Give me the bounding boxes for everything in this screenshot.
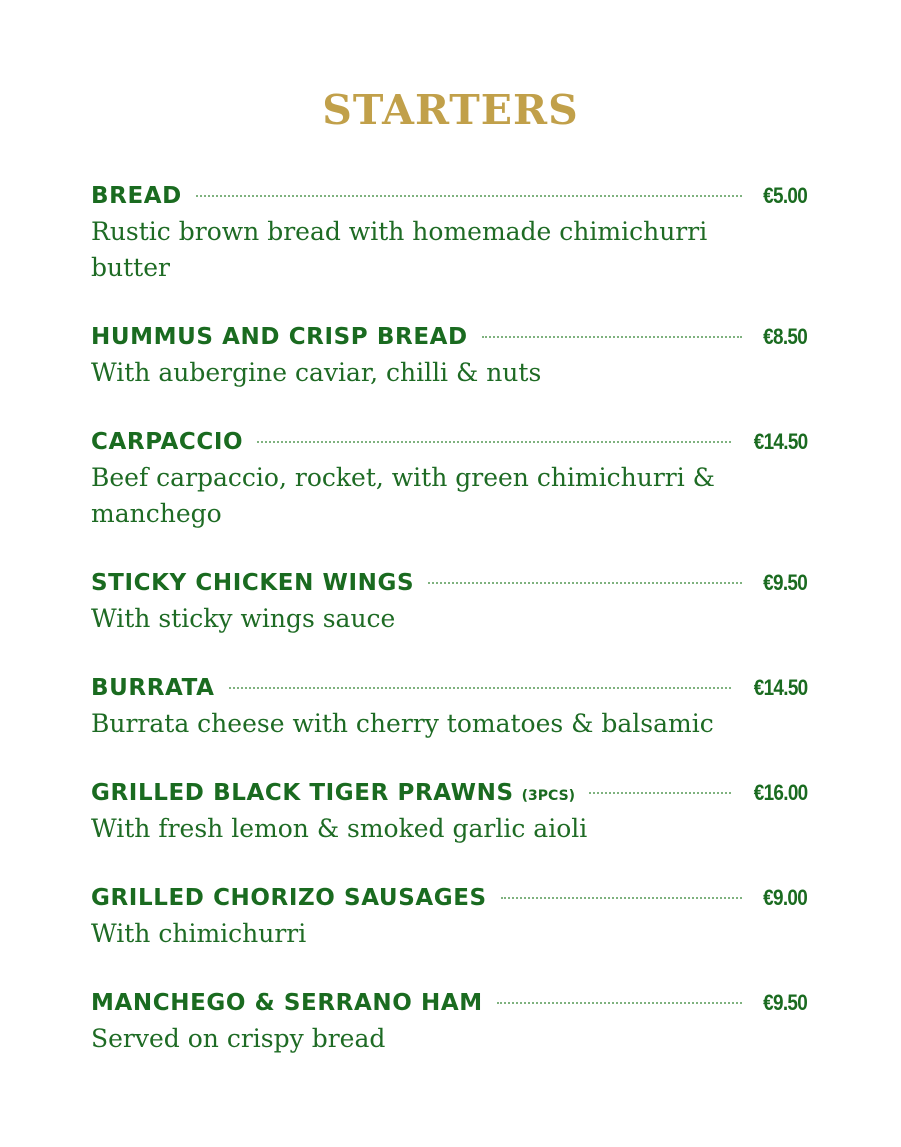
item-header bbox=[91, 319, 807, 355]
item-header bbox=[91, 178, 807, 214]
item-price: €8.50 bbox=[763, 324, 807, 349]
menu-item-chorizo bbox=[91, 880, 807, 952]
item-description: Beef carpaccio, rocket, with green chimichurri & manchego bbox=[91, 463, 715, 528]
menu-item-bread bbox=[91, 178, 807, 286]
page-title: STARTERS bbox=[322, 86, 579, 134]
item-description: With aubergine caviar, chilli & nuts bbox=[91, 358, 542, 387]
item-name: GRILLED CHORIZO SAUSAGES bbox=[91, 885, 487, 911]
menu-item-prawns bbox=[91, 775, 807, 847]
dotted-leader bbox=[196, 195, 742, 197]
item-name: GRILLED BLACK TIGER PRAWNS bbox=[91, 780, 514, 806]
item-header bbox=[91, 424, 807, 460]
item-price: €14.50 bbox=[753, 675, 807, 700]
item-price: €9.50 bbox=[763, 990, 807, 1015]
item-name: STICKY CHICKEN WINGS bbox=[91, 570, 415, 596]
dotted-leader bbox=[428, 582, 742, 584]
dotted-leader bbox=[497, 1002, 742, 1004]
dotted-leader bbox=[589, 792, 730, 794]
item-description: Rustic brown bread with homemade chimichurri butter bbox=[91, 217, 708, 282]
item-header bbox=[91, 985, 807, 1021]
item-description: Burrata cheese with cherry tomatoes & balsamic bbox=[91, 709, 714, 738]
menu-item-chicken-wings bbox=[91, 565, 807, 637]
item-header bbox=[91, 670, 807, 706]
dotted-leader bbox=[482, 336, 742, 338]
item-price: €9.50 bbox=[763, 570, 807, 595]
menu-item-burrata bbox=[91, 670, 807, 742]
item-price: €9.00 bbox=[763, 885, 807, 910]
item-header bbox=[91, 565, 807, 601]
item-description: With chimichurri bbox=[91, 919, 307, 948]
item-description: With sticky wings sauce bbox=[91, 604, 396, 633]
item-price: €5.00 bbox=[763, 183, 807, 208]
item-description: With fresh lemon & smoked garlic aioli bbox=[91, 814, 588, 843]
item-name: BURRATA bbox=[91, 675, 215, 701]
item-description: Served on crispy bread bbox=[91, 1024, 386, 1053]
item-header bbox=[91, 880, 807, 916]
dotted-leader bbox=[257, 441, 730, 443]
dotted-leader bbox=[229, 687, 731, 689]
item-name: MANCHEGO & SERRANO HAM bbox=[91, 990, 483, 1016]
menu-item-manchego-ham bbox=[91, 985, 807, 1057]
menu-item-carpaccio bbox=[91, 424, 807, 532]
item-price: €14.50 bbox=[753, 429, 807, 454]
item-name: HUMMUS AND CRISP BREAD bbox=[91, 324, 468, 350]
item-header bbox=[91, 775, 807, 811]
item-note: (3PCS) bbox=[521, 788, 576, 804]
item-name: BREAD bbox=[91, 183, 182, 209]
menu-item-hummus bbox=[91, 319, 807, 391]
dotted-leader bbox=[501, 897, 742, 899]
item-name: CARPACCIO bbox=[91, 429, 244, 455]
item-price: €16.00 bbox=[753, 780, 807, 805]
